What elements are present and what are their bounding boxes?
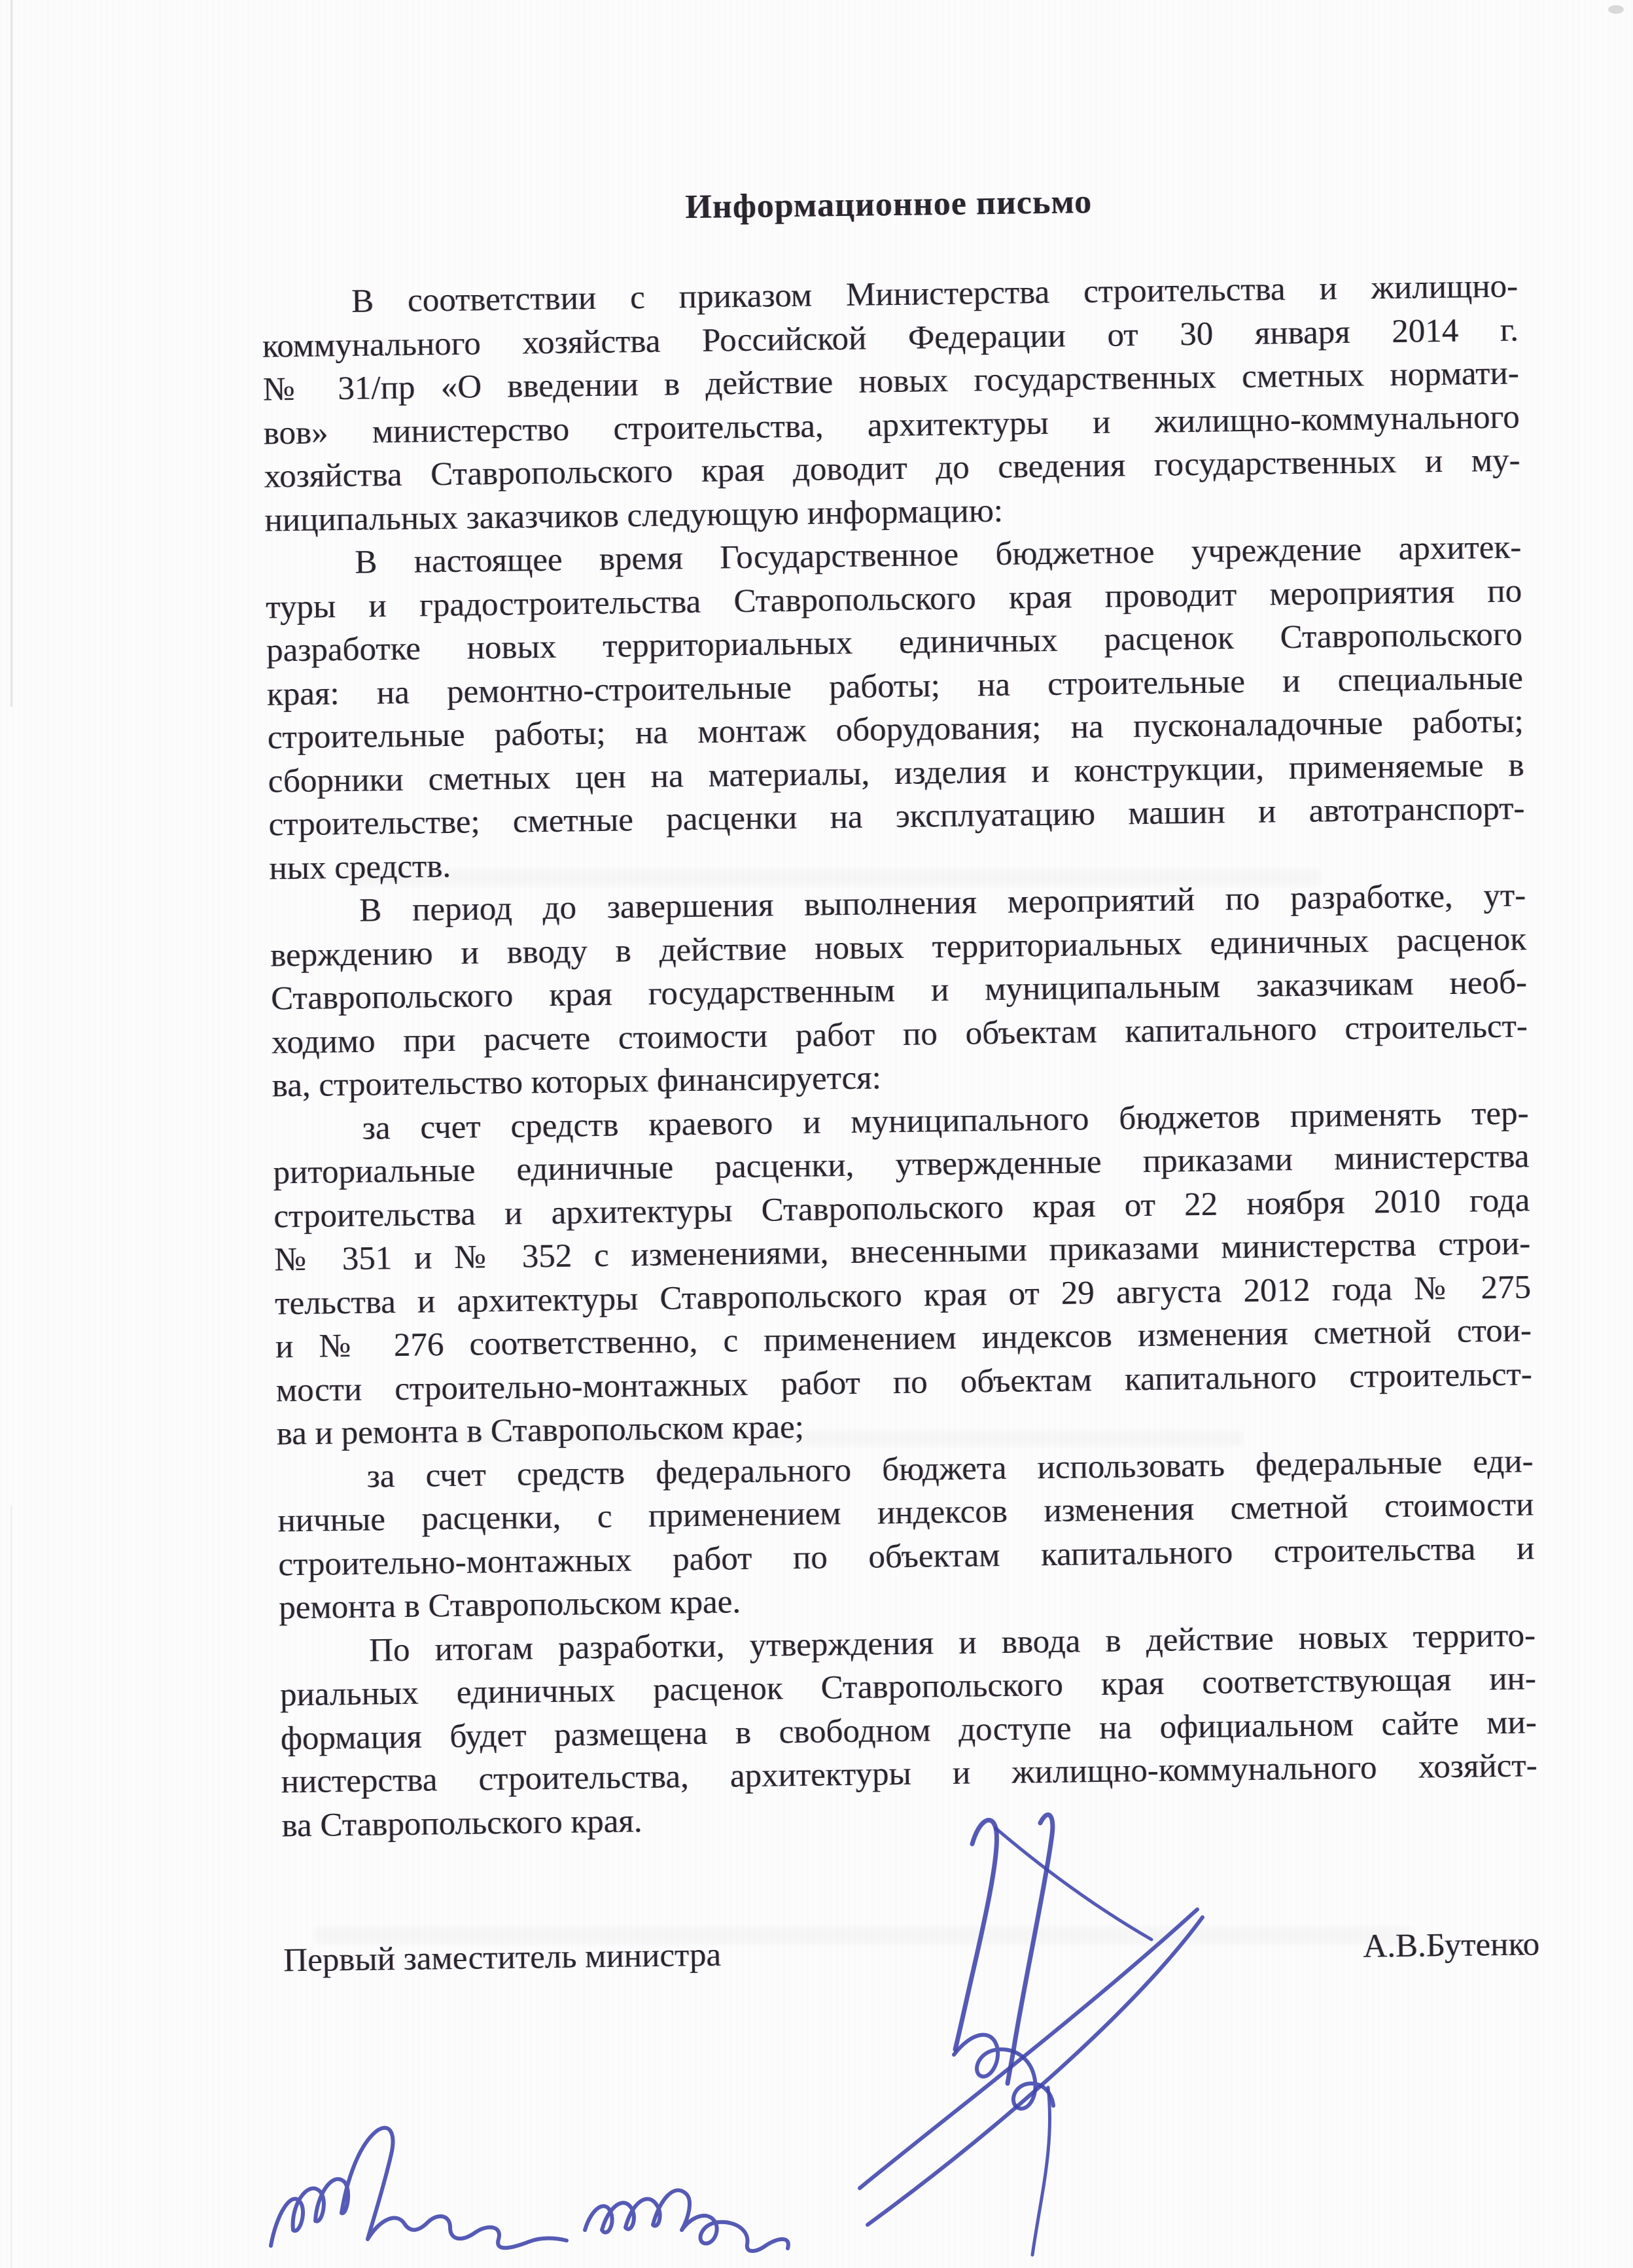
signer-name: А.В.Бутенко (1363, 1926, 1540, 1965)
text-line: ва и ремонта в Ставропольском крае; (276, 1408, 805, 1453)
text-line: туры и градостроительства Ставропольского края проводит мероприятия по (265, 572, 1522, 626)
text-line: ва, строительство которых финансируется: (272, 1059, 882, 1105)
text-line: № 31/пр «О введении в действие новых государственных сметных нормати- (262, 355, 1520, 408)
text-line: Ставропольского края государственным и муниципальным заказчикам необ- (270, 964, 1528, 1018)
text-line: верждению и вводу в действие новых территориальных единичных расценок (270, 920, 1527, 974)
text-line: строительные работы; на монтаж оборудования; на пусконаладочные работы; (267, 703, 1524, 756)
text-line: В соответствии с приказом Министерства строительства и жилищно- (351, 268, 1519, 320)
text-line: № 351 и № 352 с изменениями, внесенными приказами министерства строи- (273, 1225, 1531, 1279)
text-line: вов» министерство строительства, архитектуры и жилищно-коммунального (263, 398, 1520, 452)
text-line: ходимо при расчете стоимости работ по объектам капитального строительст- (271, 1007, 1528, 1061)
scan-speck (1608, 5, 1624, 14)
text-line: строительства и архитектуры Ставропольского края от 22 ноября 2010 года (273, 1181, 1530, 1235)
handwritten-scribble-right (576, 2157, 851, 2268)
text-line: за счет средств федерального бюджета использовать федеральные еди- (366, 1442, 1534, 1495)
text-line: и № 276 соответственно, с применением индексов изменения сметной стои- (275, 1312, 1532, 1366)
text-line: ремонта в Ставропольском крае. (278, 1584, 741, 1627)
text-line: риториальные единичные расценки, утвержденные приказами министерства (273, 1138, 1530, 1192)
text-line: формация будет размещена в свободном доступе на официальном сайте ми- (280, 1703, 1537, 1757)
pen-stroke (954, 2035, 1053, 2109)
text-line: коммунального хозяйства Российской Федерации от 30 января 2014 г. (262, 311, 1519, 365)
text-line: В период до завершения выполнения мероприятий по разработке, ут- (359, 877, 1526, 929)
letter-body (262, 264, 1538, 1847)
scan-edge-artifact (10, 1505, 12, 2268)
document-title: Информационное письмо (685, 183, 1093, 226)
text-line: ных средств. (269, 847, 451, 887)
text-line: мости строительно-монтажных работ по объектам капитального строительст- (275, 1355, 1533, 1409)
text-line: ва Ставропольского края. (281, 1802, 642, 1844)
text-line: нистерства строительства, архитектуры и жилищно-коммунального хозяйст- (281, 1747, 1537, 1801)
text-line: строительстве; сметные расценки на эксплуатацию машин и автотранспорт- (268, 790, 1525, 843)
text-line: По итогам разработки, утверждения и ввода в действие новых террито- (368, 1616, 1536, 1669)
text-line: тельства и архитектуры Ставропольского края от 29 августа 2012 года № 275 (274, 1268, 1532, 1322)
text-line: за счет средств краевого и муниципального бюджетов применять тер- (362, 1094, 1529, 1147)
text-line: В настоящее время Государственное бюджетное учреждение архитек- (355, 529, 1522, 581)
text-line: риальных единичных расценок Ставропольского края соответствующая ин- (279, 1660, 1537, 1714)
scan-edge-artifact (10, 0, 12, 707)
text-line: разработке новых территориальных единичных расценок Ставропольского (266, 616, 1523, 669)
signer-role: Первый заместитель министра (283, 1936, 722, 1979)
signature-block (283, 1922, 1540, 1982)
pen-stroke (271, 2128, 567, 2248)
text-line: сборники сметных цен на материалы, изделия и конструкции, применяемые в (268, 746, 1524, 800)
text-line: края: на ремонтно-строительные работы; на строительные и специальные (266, 659, 1524, 713)
letter-content (258, 0, 1539, 1982)
text-line: строительно-монтажных работ по объектам капитального строительства и (278, 1529, 1535, 1583)
handwritten-scribble-left (259, 2117, 586, 2268)
text-line: ничные расценки, с применением индексов изменения сметной стоимости (277, 1486, 1534, 1540)
text-line: хозяйства Ставропольского края доводит до сведения государственных и му- (264, 442, 1520, 495)
text-line: ниципальных заказчиков следующую информацию: (264, 492, 1004, 539)
pen-stroke (1032, 2087, 1050, 2255)
pen-stroke (585, 2190, 788, 2251)
